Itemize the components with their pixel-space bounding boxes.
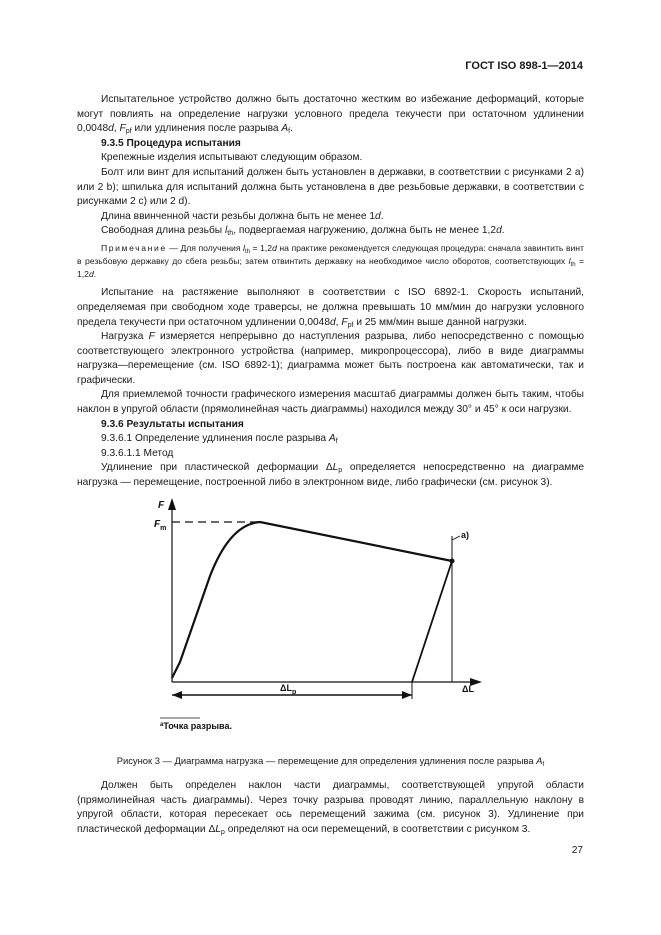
paragraph: Для приемлемой точности графического измерения масштаб диаграммы должен быть таким, чтобы наклон в упругой области (прямолинейная часть диаграммы) находился между 30° и 45° к оси нагрузки. — [77, 389, 584, 416]
fracture-point — [450, 559, 455, 564]
subsection-heading: 9.3.6.1 Определение удлинения после разрыва $A_f$ — [101, 433, 338, 446]
page-number: 27 — [571, 845, 583, 856]
dlp-label: $\Delta L_p$ — [280, 683, 297, 696]
note: Примечание — Для получения $l_{th} = 1,2d$ на практике рекомендуется следующая процедура: сначала завинтить винт в резьбовую державку до сбега резьбы; затем отвинтить державку на необходимое число оборотов, соответствующих $l_{th} = 1,2d$. — [77, 242, 584, 279]
document-header: ГОСТ ISO 898-1—2014 — [465, 60, 583, 72]
section-heading: 9.3.5 Процедура испытания — [101, 137, 241, 149]
paragraph: Испытание на растяжение выполняют в соответствии с ISO 6892-1. Скорость испытаний, определяемая при свободном ходе траверсы, не должна превышать 10 мм/мин до нагрузки условного предела текучести при остаточном удлинении 0,0048d, $F_{pf}$ и 25 мм/мин выше данной нагрузки. — [77, 287, 584, 329]
paragraph: Болт или винт для испытаний должен быть установлен в державки, в соответствии с рисунками 2 а) или 2 b); шпилька для испытаний должна быть установлена в две резьбовые державки, в соответствии с рисунками 2 с) или 2 d). — [77, 166, 584, 208]
paragraph: Удлинение при пластической деформации $\Delta L_p$ определяется непосредственно на диаграмме нагрузка — перемещение, построенной либо в электронном виде, либо графически (см. рисунок 3). — [77, 462, 584, 489]
dlp-arrow-left — [172, 691, 182, 699]
y-axis-arrow — [168, 498, 176, 510]
dlp-arrow-right — [402, 691, 412, 699]
unloading-line — [412, 561, 452, 682]
footnote: $^a$Точка разрыва. — [160, 721, 232, 731]
fm-label: $F_m$ — [154, 519, 167, 532]
subsection-heading: 9.3.6.1.1 Метод — [101, 447, 174, 459]
body-text-after-figure — [77, 779, 584, 837]
y-axis-label: F — [158, 500, 165, 511]
section-heading: 9.3.6 Результаты испытания — [101, 418, 244, 430]
x-axis-label: ΔL — [462, 684, 474, 694]
paragraph: Должен быть определен наклон части диаграммы, соответствующей упругой области (прямолинейная часть диаграммы). Через точку разрыва проводят линию, параллельную наклону в упругой области, которая пересекает ось перемещений зажима (см. рисунок 3). Удлинение при пластической деформации $\Delta L_p$ определяют на оси перемещений, в соответствии с рисунком 3. — [77, 780, 584, 836]
fracture-marker: a) — [461, 530, 470, 540]
figure-caption: Рисунок 3 — Диаграмма нагрузка — перемещение для определения удлинения после разрыва $A_f$ — [116, 755, 545, 768]
paragraph: Свободная длина резьбы $l_{th}$, подвергаемая нагружению, должна быть не менее 1,2d. — [101, 225, 505, 238]
load-displacement-diagram — [150, 492, 490, 742]
fracture-leader — [452, 536, 460, 540]
paragraph: Испытательное устройство должно быть достаточно жестким во избежание деформаций, которые могут повлиять на определение нагрузки условного предела текучести при остаточном удлинении 0,0048d, $F_{pf}$ или удлинения после разрыва $A_f$. — [77, 94, 584, 136]
paragraph: Длина ввинченной части резьбы должна быть не менее 1d. — [101, 210, 384, 222]
load-curve — [172, 522, 452, 678]
paragraph: Нагрузка F измеряется непрерывно до наступления разрыва, либо непосредственно с помощью соответствующего электронного устройства (например, микропроцессора), либо в виде диаграммы нагрузка—перемещение (см. ISO 6892-1); диаграмма может быть построена как автоматически, так и графически. — [77, 331, 584, 386]
paragraph: Крепежные изделия испытывают следующим образом. — [101, 152, 363, 164]
body-text — [77, 93, 584, 491]
